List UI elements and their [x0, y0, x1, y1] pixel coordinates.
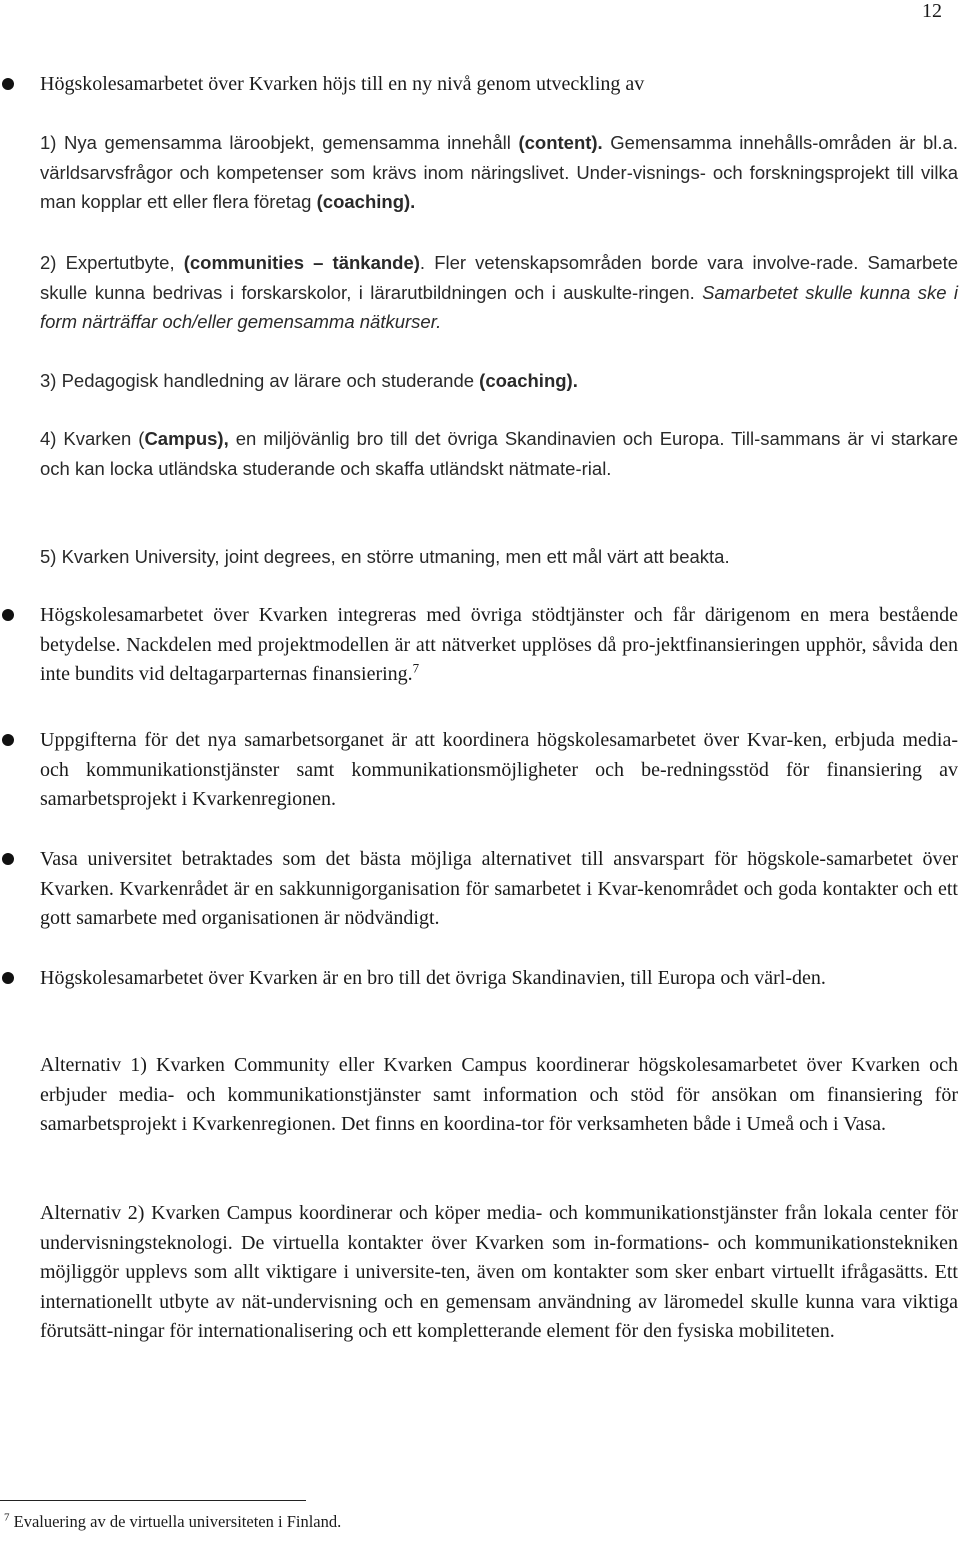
bullet-paragraph-4: Vasa universitet betraktades som det bästa möjliga alternativet till ansvarspart för högskole-samarbetet över Kvarken. Kvarkenrådet är en sakkunnigorganisation för samarbetet i Kvar-kenområdet och goda kontakter och ett gott samarbete med organisationen är nödvändigt.: [40, 848, 958, 929]
footnote-number: 7: [4, 1511, 10, 1524]
bullet-icon: [2, 853, 14, 865]
bullet-paragraph-2: Högskolesamarbetet över Kvarken integreras med övriga stödtjänster och får därigenom en mera bestående betydelse. Nackdelen med projektmodellen är att nätverket upplöses då pro-jektfinansieringen upphör, såvida den inte bundits vid deltagarparternas finansiering.$^7$: [40, 604, 958, 685]
alternative-2-paragraph: Alternativ 2) Kvarken Campus koordinerar och köper media- och kommunikationstjänster från lokala center för undervisningsteknologi. De virtuella kontakter över Kvarken som in-formations- och kommunikationstekniken möjliggör upplevs som allt viktigare i universite-ten, även om kontakter som sker enbart virtuellt ifrågasätts. Ett internationellt utbyte av nät-undervisning och en gemensam användning av läromedel skulle kunna vara viktiga förutsätt-ningar för internationalisering och ett kompletterande element för den fysiska mobiliteten.: [40, 1202, 958, 1342]
footnote-ref: 7: [412, 660, 420, 676]
footnote: [4, 1512, 341, 1532]
bullet-paragraph-3: Uppgifterna för det nya samarbetsorganet är att koordinera högskolesamarbetet över Kvar-ken, erbjuda media- och kommunikationstjänster samt kommunikationsmöjligheter och be-redningsstöd för finansiering av samarbetsprojekt i Kvarkenregionen.: [40, 729, 958, 810]
bullet-icon: [2, 734, 14, 746]
bullet-icon: [2, 609, 14, 621]
list-item-2: 2) Expertutbyte, (communities – tänkande). Fler vetenskapsområden borde vara involve-rade. Samarbete skulle kunna bedrivas i forskarskolor, i lärarutbildningen och i auskulte-ringen. Samarbetet skulle kunna ske i form närträffar och/eller gemensamma nätkurser.: [40, 252, 959, 332]
alternative-1-paragraph: Alternativ 1) Kvarken Community eller Kvarken Campus koordinerar högskolesamarbetet över Kvarken och erbjuder media- och kommunikationstjänster samt information och stöd för ansökan om finansiering för samarbetsprojekt i Kvarkenregionen. Det finns en koordina-tor för verksamheten både i Umeå och i Vasa.: [40, 1054, 958, 1135]
bullet-paragraph-1: Högskolesamarbetet över Kvarken höjs till en ny nivå genom utveckling av: [40, 73, 645, 95]
list-item-4: 4) Kvarken (Campus), en miljövänlig bro till det övriga Skandinavien och Europa. Till-sammans är vi starkare och kan locka utländska studerande och skaffa utländskt nätmate-rial.: [40, 428, 958, 479]
page-number: 12: [922, 0, 942, 22]
list-item-3: 3) Pedagogisk handledning av lärare och studerande (coaching).: [40, 370, 578, 391]
bullet-icon: [2, 78, 14, 90]
bullet-paragraph-5: Högskolesamarbetet över Kvarken är en bro till det övriga Skandinavien, till Europa och värl-den.: [40, 967, 826, 989]
list-item-1: 1) Nya gemensamma läroobjekt, gemensamma innehåll (content). Gemensamma innehålls-områden är bl.a. världsarvsfrågor och kompetenser som krävs inom näringslivet. Under-visnings- och forskningsprojekt till vilka man kopplar ett eller flera företag (coaching).: [40, 132, 958, 212]
footnote-text: Evaluering av de virtuella universiteten i Finland.: [13, 1512, 342, 1531]
bullet-icon: [2, 972, 14, 984]
list-item-5: 5) Kvarken University, joint degrees, en större utmaning, men ett mål värt att beakta.: [40, 546, 730, 567]
footnote-divider: [0, 1500, 306, 1501]
